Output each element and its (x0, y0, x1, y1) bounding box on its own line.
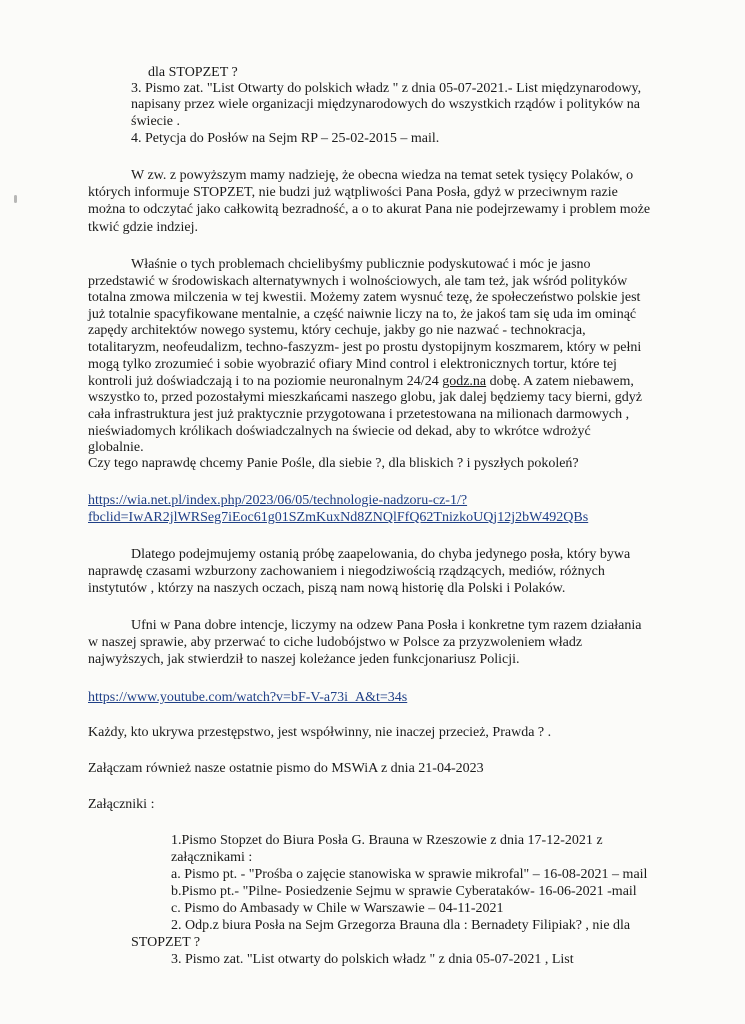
text-line: totalitaryzm, neofeudalizm, techno-faszyzm- jest po prostu dystopijnym koszmarem, który w pełni (88, 340, 642, 355)
text-line: już totalnie spacyfikowane mentalnie, a część naiwnie liczy na to, że jakoś tam się uda im ominąć (88, 307, 637, 322)
attachment-item: 1.Pismo Stopzet do Biura Posła G. Brauna w Rzeszowie z dnia 17-12-2021 z (171, 833, 603, 848)
article-link[interactable]: https://wia.net.pl/index.php/2023/06/05/technologie-nadzoru-cz-1/? (88, 493, 468, 508)
attachment-item: b.Pismo pt.- "Pilne- Posiedzenie Sejmu w sprawie Cyberataków- 16-06-2021 -mail (171, 884, 637, 899)
godz-link[interactable]: godz.na (442, 374, 487, 389)
scan-speck (14, 195, 17, 203)
text-line: wszystko to, przed pozostałymi mieszkańcami naszego globu, jak dalej będziemy tacy bierni, gdyż (88, 390, 642, 405)
text-line: 3. Pismo zat. "List Otwarty do polskich władz " z dnia 05-07-2021.- List międzynarodowy, (131, 81, 642, 96)
article-link-continued[interactable]: fbclid=IwAR2jlWRSeg7iEoc61g01SZmKuxNd8ZNQlFfQ62TnizkoUQj12j2bW492QBs (88, 510, 589, 525)
attachment-item: STOPZET ? (131, 935, 201, 950)
text-line: totalna zmowa milczenia w tej kwestii. Możemy zatem wysnuć tezę, że społeczeństwo polskie jest (88, 290, 641, 305)
text-line: Załączam również nasze ostatnie pismo do MSWiA z dnia 21-04-2023 (88, 761, 484, 776)
text-line: naprawdę czasami wzburzony zachowaniem i niegodziwością rządzących, mediów, różnych (88, 564, 605, 579)
text-line: których informuje STOPZET, nie budzi już wątpliwości Pana Posła, gdyż w przeciwnym razie (88, 185, 618, 200)
text-line: Dlatego podejmujemy ostanią próbę zaapelowania, do chyba jedynego posła, który bywa (131, 547, 631, 562)
attachment-item: 3. Pismo zat. "List otwarty do polskich władz " z dnia 05-07-2021 , List (171, 952, 574, 967)
attachment-item: a. Pismo pt. - "Prośba o zajęcie stanowiska w sprawie mikrofal" – 16-08-2021 – mail (171, 867, 648, 882)
text-line: świecie . (131, 114, 180, 129)
text-line: instytutów , którzy na naszych oczach, piszą nam nową historię dla Polski i Polaków. (88, 581, 566, 596)
text-line: Każdy, kto ukrywa przestępstwo, jest współwinny, nie inaczej przecież, Prawda ? . (88, 725, 552, 740)
text-line: w naszej sprawie, aby przerwać to ciche ludobójstwo w Polsce za przyzwoleniem władz (88, 635, 583, 650)
text-line: napisany przez wiele organizacji międzynarodowych do wszystkich rządów i polityków na (131, 97, 641, 112)
text-line: W zw. z powyższym mamy nadzieję, że obecna wiedza na temat setek tysięcy Polaków, o (131, 168, 634, 183)
attachment-item: załącznikami : (171, 850, 253, 865)
text-line: najwyższych, jak stwierdził to naszej koleżance jeden funkcjonariusz Policji. (88, 652, 520, 667)
text-line: Właśnie o tych problemach chcielibyśmy publicznie podyskutować i móc je jasno (131, 257, 591, 272)
attachment-item: 2. Odp.z biura Posła na Sejm Grzegorza Brauna dla : Bernadety Filipiak? , nie dla (171, 918, 631, 933)
text-segment: dobę. A zatem niebawem, (486, 374, 634, 389)
text-line: 4. Petycja do Posłów na Sejm RP – 25-02-2015 – mail. (131, 131, 440, 146)
text-line: można to odczytać jako całkowitą bezradność, a o to akurat Pana nie podejrzewamy i problem może (88, 202, 651, 217)
text-segment: kontroli już doświadczają i to na poziomie neuronalnym 24/24 (88, 374, 443, 389)
text-line: Czy tego naprawdę chcemy Panie Pośle, dla siebie ?, dla bliskich ? i pyszłych pokoleń? (88, 456, 579, 471)
text-line: cała infrastruktura jest już praktycznie przygotowana i przetestowana na milionach darmowych , (88, 407, 630, 422)
attachment-item: c. Pismo do Ambasady w Chile w Warszawie – 04-11-2021 (171, 901, 504, 916)
text-line: dla STOPZET ? (148, 65, 238, 80)
text-line: Ufni w Pana dobre intencje, liczymy na odzew Pana Posła i konkretne tym razem działania (131, 618, 642, 633)
youtube-link[interactable]: https://www.youtube.com/watch?v=bF-V-a73i_A&t=34s (88, 690, 408, 705)
text-line: zapędy architektów nowego systemu, który cechuje, jakby go nie nazwać - technokracja, (88, 323, 586, 338)
text-line: mogą tylko zrozumieć i sobie wyobrazić ofiary Mind control i elektronicznych tortur, które tej (88, 357, 617, 372)
text-line: nieświadomych królikach doświadczalnych na świecie od dekad, aby to wkrótce wdrożyć (88, 424, 591, 439)
text-line: tkwić gdzie indziej. (88, 220, 199, 235)
attachments-heading: Załączniki : (88, 797, 155, 812)
text-line: przedstawić w środowiskach alternatywnych i wolnościowych, ale tam też, jak wśród polityków (88, 274, 628, 289)
text-line: globalnie. (88, 440, 144, 455)
